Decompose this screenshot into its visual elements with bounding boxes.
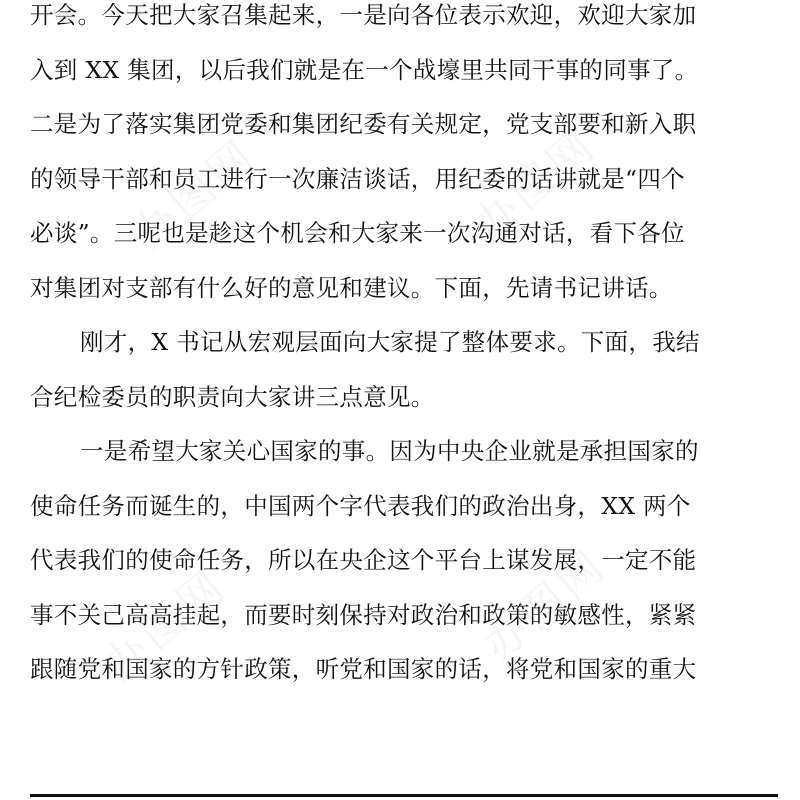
- document-body: [30, 0, 780, 697]
- text-line: 事不关己高高挂起，而要时刻保持对政治和政策的敏感性，紧紧: [30, 600, 697, 629]
- watermark: 办图网: [93, 559, 237, 692]
- text-line: 合纪检委员的职责向大家讲三点意见。: [30, 382, 435, 411]
- text-line: 必谈”。三呢也是趁这个机会和大家来一次沟通对话，看下各位: [30, 219, 685, 247]
- text-line: 一是希望大家关心国家的事。因为中央企业就是承担国家的: [80, 437, 699, 465]
- watermark: 办图网: [463, 119, 607, 252]
- footer-divider: [30, 794, 778, 797]
- watermark: 办图网: [123, 129, 267, 262]
- text-line: 刚才，X 书记从宏观层面向大家提了整体要求。下面，我结: [80, 328, 700, 356]
- text-line: 开会。今天把大家召集起来，一是向各位表示欢迎，欢迎大家加: [30, 1, 697, 29]
- text-line: 二是为了落实集团党委和集团纪委有关规定，党支部要和新入职: [30, 110, 697, 138]
- text-line: 代表我们的使命任务，所以在央企这个平台上谋发展，一定不能: [30, 546, 697, 574]
- text-line: 对集团对支部有什么好的意见和建议。下面，先请书记讲话。: [30, 273, 673, 302]
- text-line: 入到 XX 集团，以后我们就是在一个战壕里共同干事的同事了。: [30, 55, 699, 84]
- watermark: 办图网: [473, 539, 617, 672]
- text-line: 的领导干部和员工进行一次廉洁谈话，用纪委的话讲就是“四个: [30, 164, 685, 193]
- text-line: 使命任务而诞生的，中国两个字代表我们的政治出身，XX 两个: [30, 491, 691, 520]
- text-line: 跟随党和国家的方针政策，听党和国家的话，将党和国家的重大: [30, 655, 697, 683]
